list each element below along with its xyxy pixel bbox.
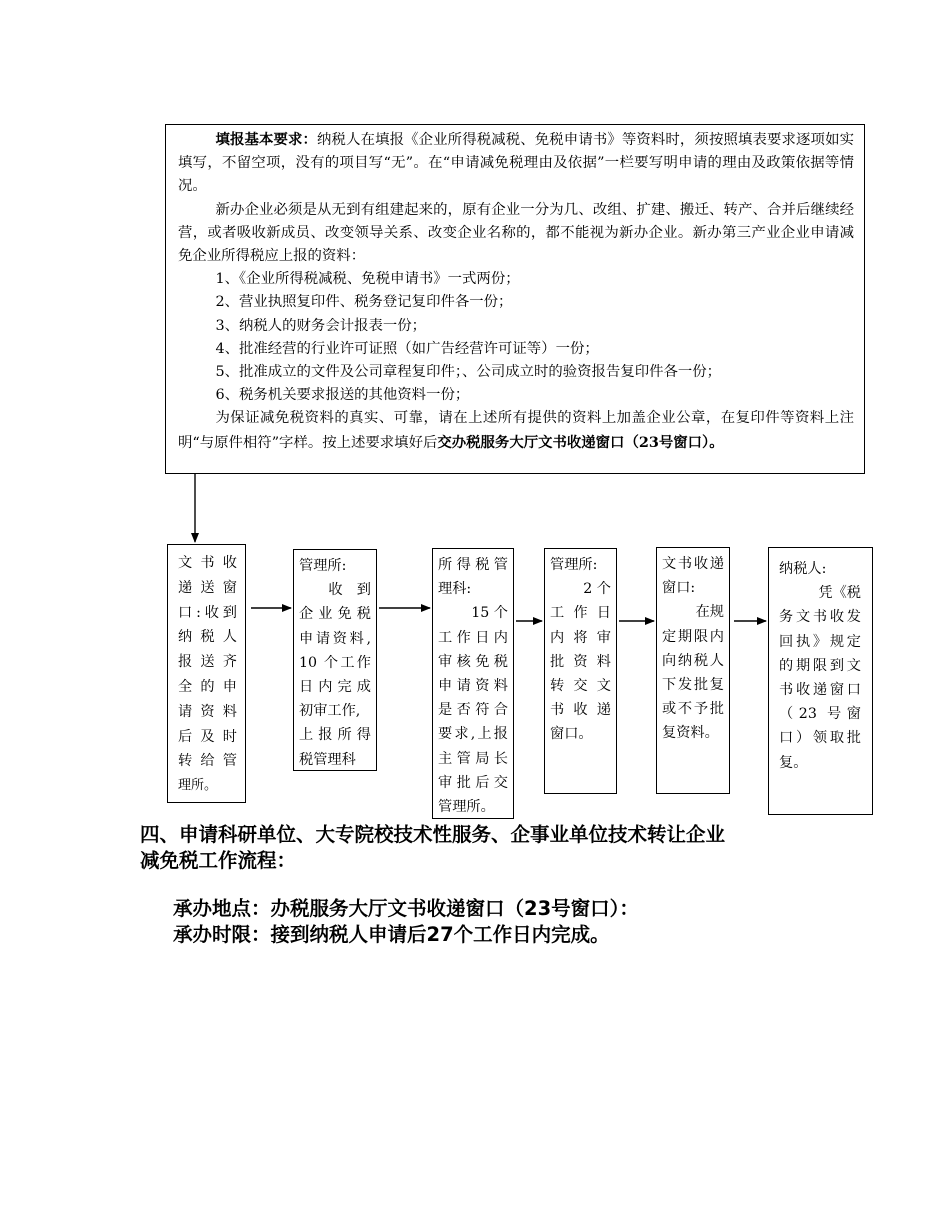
step5-line: 下发批复 [662,677,724,694]
section-heading-line2: 减免税工作流程： [140,848,297,872]
step1-line: 报 送 齐 [178,654,237,671]
handling-location: 承办地点：办税服务大厅文书收递窗口（23号窗口）： [173,897,639,920]
step2-line: 税管理科 [299,751,356,768]
requirement-item-6: 6、税务机关要求报送的其他资料一份； [215,387,470,404]
flow-step-management-office [293,549,377,771]
step2-line: 收 到 [328,582,371,599]
step2-line: 上报所得 [299,727,371,744]
step6-line: 复。 [779,754,808,771]
step4-line: 管理所: [550,557,598,573]
step1-line: 转 给 管 [178,753,237,770]
requirement-item-4: 4、批准经营的行业许可证照（如广告经营许可证等）一份； [215,340,599,357]
step2-line: 管理所: [299,558,347,574]
requirements-title: 填报基本要求： [215,131,318,148]
step1-line: 后 及 时 [178,728,237,745]
requirements-closing: 为保证减免税资料的真实、可靠，请在上述所有提供的资料上加盖企业公章，在复印件等资料上注明“与原件相符”字样。按上述要求填好后 [178,410,854,451]
step6-line: （23 号窗 [779,706,861,723]
step2-line: 10 个工作 [299,654,371,671]
flow-step-income-tax-section [432,548,514,819]
step6-line: 的期限到文 [779,657,861,674]
step5-line: 窗口: [662,580,696,597]
step6-line: 纳税人: [779,561,827,577]
flow-step-management-office-2 [544,548,617,794]
requirements-para2: 新办企业必须是从无到有组建起来的，原有企业一分为几、改组、扩建、搬迁、转产、合并后继续经营，或者吸收新成员、改变领导关系、改变企业名称的，都不能视为新办企业。新办第三产业企业申请减免企业所得税应上报的资料： [178,201,854,265]
step5-line: 或不予批 [662,701,724,718]
requirement-item-3: 3、纳税人的财务会计报表一份； [215,317,427,334]
handling-time-limit: 承办时限：接到纳税人申请后27个工作日内完成。 [173,922,610,946]
step5-line: 向纳税人 [662,652,724,669]
section-info [173,896,639,947]
step3-line: 15 个 [471,605,508,622]
flow-step-document-window [167,544,246,803]
step3-line: 审核免税 [438,653,508,670]
step3-line: 申请资料 [438,678,508,695]
step3-line: 是否符合 [438,702,508,719]
step4-line: 批 资 料 [550,653,611,670]
requirement-item-2: 2、营业执照复印件、税务登记复印件各一份； [215,294,513,311]
step3-line: 所得税管 [438,557,508,573]
step3-line: 管理所。 [438,799,495,816]
flow-step-document-window-2 [656,547,730,794]
step4-line: 工 作 日 [550,605,611,622]
step3-line: 理科: [438,581,472,598]
requirement-item-1: 1、《企业所得税减税、免税申请书》一式两份； [215,271,520,288]
step2-line: 日内完成 [299,679,371,696]
step4-line: 转 交 文 [550,678,611,695]
step6-line: 口）领取批 [779,730,861,747]
step6-line: 书收递窗口 [779,682,861,699]
step4-line: 书 收 递 [550,702,611,719]
step4-line: 窗口。 [550,726,593,743]
step5-line: 复资料。 [662,725,719,742]
requirement-item-5: 5、批准成立的文件及公司章程复印件；、公司成立时的验资报告复印件各一份； [215,364,722,381]
step3-line: 审批后交 [438,774,508,791]
step5-line: 定期限内 [662,628,724,645]
step3-line: 工作日内 [438,629,508,646]
section-heading [140,822,725,873]
step4-line: 2 个 [583,581,611,598]
step6-line: 务文书收发 [779,609,861,626]
step1-line: 纳 税 人 [178,629,237,646]
step6-line: 回执》规定 [779,633,861,650]
requirements-intro: 纳税人在填报《企业所得税减税、免税申请书》等资料时，须按照填表要求逐项如实填写，不留空项，没有的项目写“无”。在“申请减免税理由及依据”一栏要写明申请的理由及政策依据等情况。 [178,132,854,195]
section-heading-line1: 四、申请科研单位、大专院校技术性服务、企事业单位技术转让企业 [140,823,726,846]
step2-line: 企业免税 [299,606,371,623]
step5-line: 在规 [695,604,724,621]
step1-line: 口:收到 [178,604,237,621]
step2-line: 初审工作, [299,703,361,720]
step5-line: 文书收递 [662,556,724,572]
step2-line: 申请资料, [299,630,371,647]
step1-line: 递 送 窗 [178,579,237,596]
step1-line: 全 的 申 [178,678,237,695]
step1-line: 理所。 [178,778,218,794]
requirements-closing-bold: 交办税服务大厅文书收递窗口（23号窗口）。 [437,433,724,451]
step3-line: 主管局长 [438,750,508,767]
step3-line: 要求,上报 [438,726,508,743]
step4-line: 内 将 审 [550,629,611,646]
step1-line: 请 资 料 [178,703,237,720]
flow-step-taxpayer [768,547,873,815]
step1-line: 文 书 收 [178,555,237,571]
step6-line: 凭《税 [818,585,861,602]
